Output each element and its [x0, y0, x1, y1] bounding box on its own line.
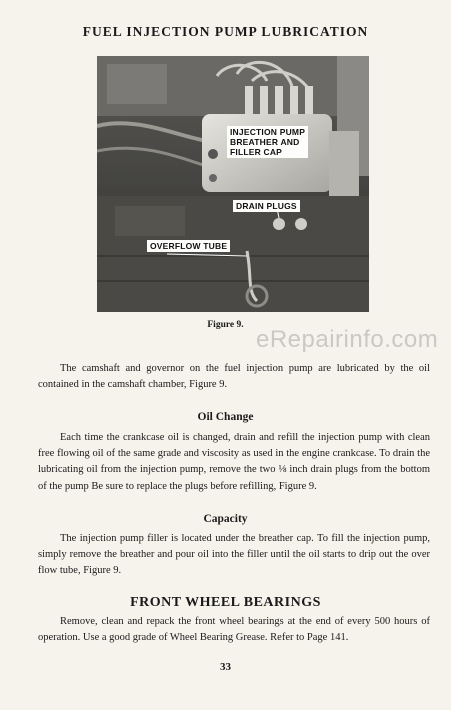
engine-photo	[97, 56, 369, 312]
heading-capacity: Capacity	[203, 513, 248, 525]
page-title: FUEL INJECTION PUMP LUBRICATION	[82, 24, 369, 39]
callout-drain-plugs: DRAIN PLUGS	[233, 200, 300, 212]
heading-front-wheel-bearings: FRONT WHEEL BEARINGS	[130, 595, 321, 610]
oil-change-paragraph: Each time the crankcase oil is changed, drain and refill the injection pump with clean free flowing oil of the same grade and viscosity as used in the engine crankcase. To drain the lubricating oil from the injection pump, remove the two ⅛ inch drain plugs from the bottom of the pump Be sure to replace the plugs before refilling, Figure 9.	[38, 432, 430, 492]
heading-oil-change: Oil Change	[197, 411, 254, 423]
callout-overflow-tube: OVERFLOW TUBE	[147, 240, 230, 252]
callout-breather: INJECTION PUMP BREATHER AND FILLER CAP	[227, 126, 308, 158]
intro-paragraph: The camshaft and governor on the fuel injection pump are lubricated by the oil contained in the camshaft chamber, Figure 9.	[38, 363, 430, 391]
engine-illustration	[97, 56, 369, 312]
page-number: 33	[220, 661, 231, 673]
front-wheel-paragraph: Remove, clean and repack the front wheel bearings at the end of every 500 hours of operation. Use a good grade of Wheel Bearing Grease. Refer to Page 141.	[38, 616, 430, 644]
capacity-paragraph: The injection pump filler is located under the breather cap. To fill the injection pump, simply remove the breather and pour oil into the filler until the oil starts to drip out the over flow tube, Figure 9.	[38, 533, 430, 577]
watermark: eRepairinfo.com	[256, 326, 439, 353]
figure-caption: Figure 9.	[207, 320, 244, 330]
